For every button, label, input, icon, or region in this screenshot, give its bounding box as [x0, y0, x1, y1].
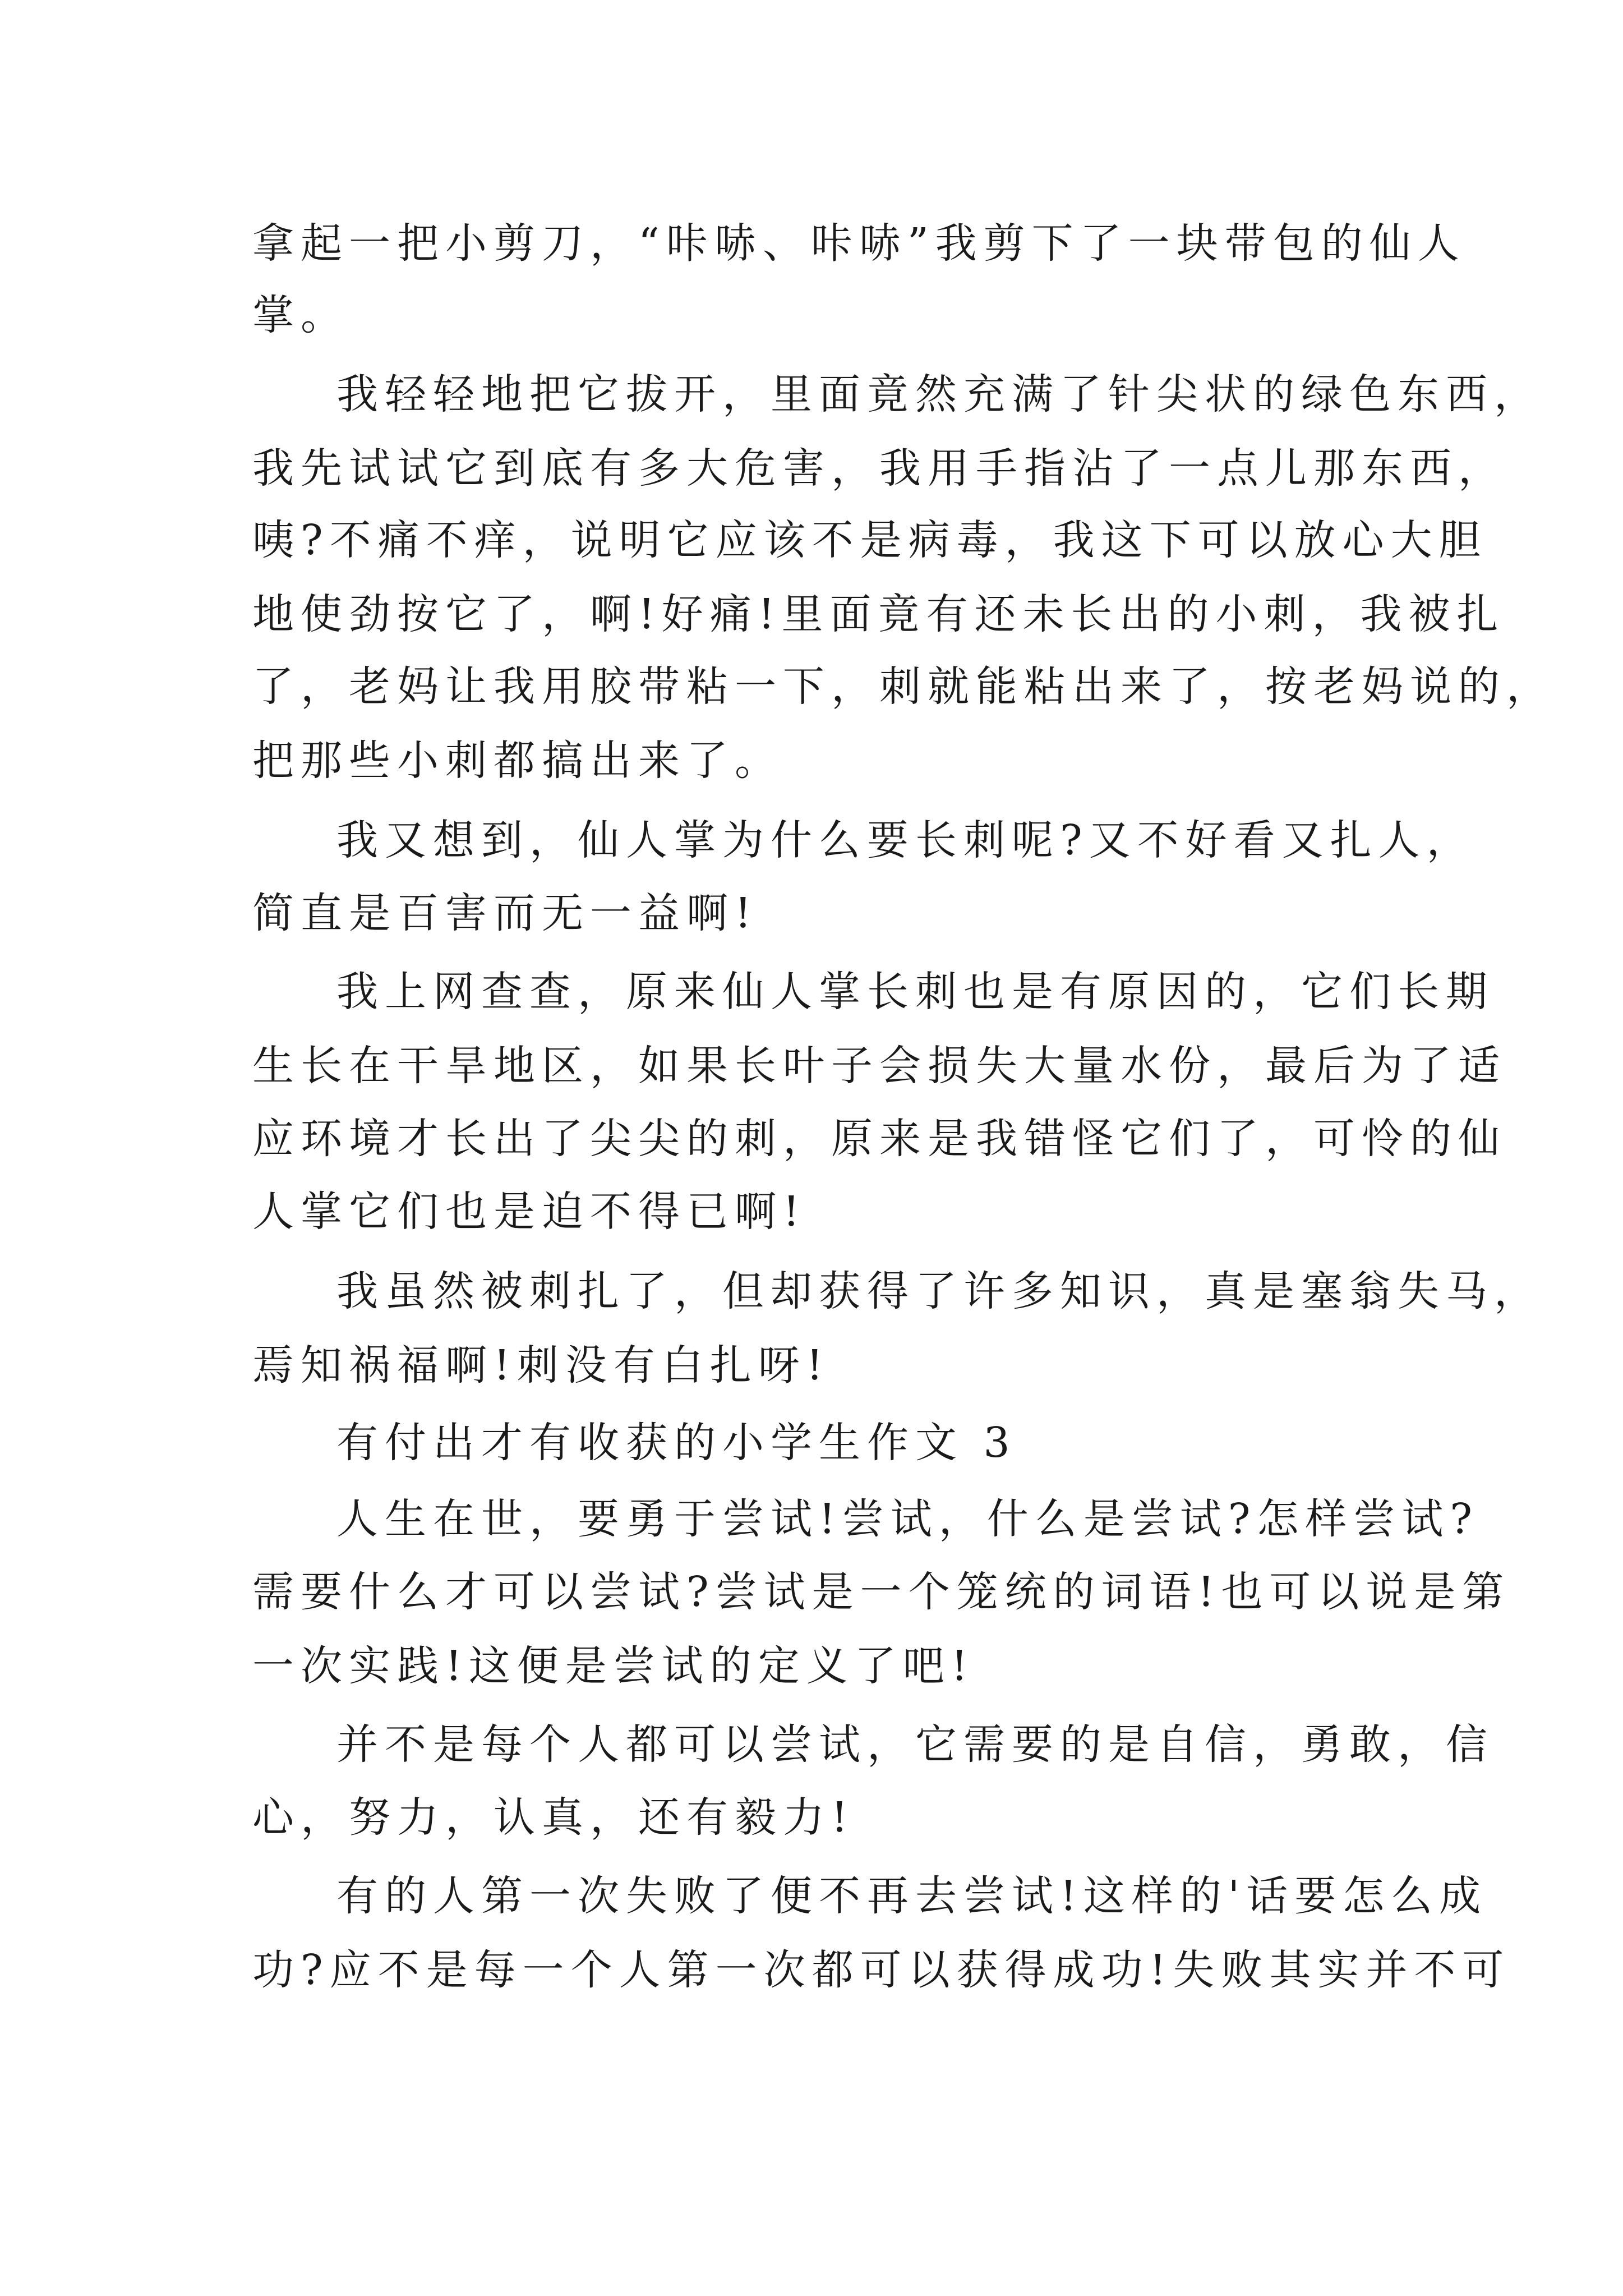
text-line: 把那些小刺都搞出来了。 [252, 737, 783, 785]
text-line: 需要什么才可以尝试?尝试是一个笼统的词语!也可以说是第 [252, 1568, 1511, 1616]
paragraph-start-line: 并不是每个人都可以尝试，它需要的是自信，勇敢，信 [336, 1720, 1494, 1769]
paragraph-start-line: 我虽然被刺扎了，但却获得了许多知识，真是塞翁失马， [336, 1267, 1542, 1315]
paragraph-start-line: 有的人第一次失败了便不再去尝试!这样的'话要怎么成 [336, 1872, 1488, 1920]
text-line: 心，努力，认真，还有毅力! [252, 1793, 855, 1842]
text-line: 咦?不痛不痒，说明它应该不是病毒，我这下可以放心大胆 [252, 516, 1487, 564]
text-line: 焉知祸福啊!刺没有白扎呀! [252, 1341, 830, 1389]
text-line: 掌。 [252, 291, 349, 339]
paragraph-start-line: 人生在世，要勇于尝试!尝试，什么是尝试?怎样尝试? [336, 1495, 1479, 1543]
text-line: 一次实践!这便是尝试的定义了吧! [252, 1642, 975, 1690]
paragraph-start-line: 我上网查查，原来仙人掌长刺也是有原因的，它们长期 [336, 968, 1494, 1016]
text-line: 应环境才长出了尖尖的刺，原来是我错怪它们了，可怜的仙 [252, 1115, 1506, 1163]
section-heading: 有付出才有收获的小学生作文 3 [336, 1419, 1017, 1467]
text-line: 我先试试它到底有多大危害，我用手指沾了一点儿那东西， [252, 444, 1506, 493]
paragraph-start-line: 我轻轻地把它拔开，里面竟然充满了针尖状的绿色东西， [336, 370, 1542, 418]
text-line: 简直是百害而无一益啊! [252, 889, 758, 937]
text-line: 了，老妈让我用胶带粘一下，刺就能粘出来了，按老妈说的， [252, 662, 1555, 711]
text-line: 人掌它们也是迫不得已啊! [252, 1188, 806, 1236]
paragraph-start-line: 我又想到，仙人掌为什么要长刺呢?又不好看又扎人， [336, 816, 1475, 864]
text-line: 功?应不是每一个人第一次都可以获得成功!失败其实并不可 [252, 1946, 1511, 1994]
text-line: 地使劲按它了，啊!好痛!里面竟有还未长出的小刺，我被扎 [252, 590, 1505, 638]
text-line: 生长在干旱地区，如果长叶子会损失大量水份，最后为了适 [252, 1042, 1506, 1090]
text-line: 拿起一把小剪刀，“咔哧、咔哧”我剪下了一块带包的仙人 [252, 219, 1466, 268]
